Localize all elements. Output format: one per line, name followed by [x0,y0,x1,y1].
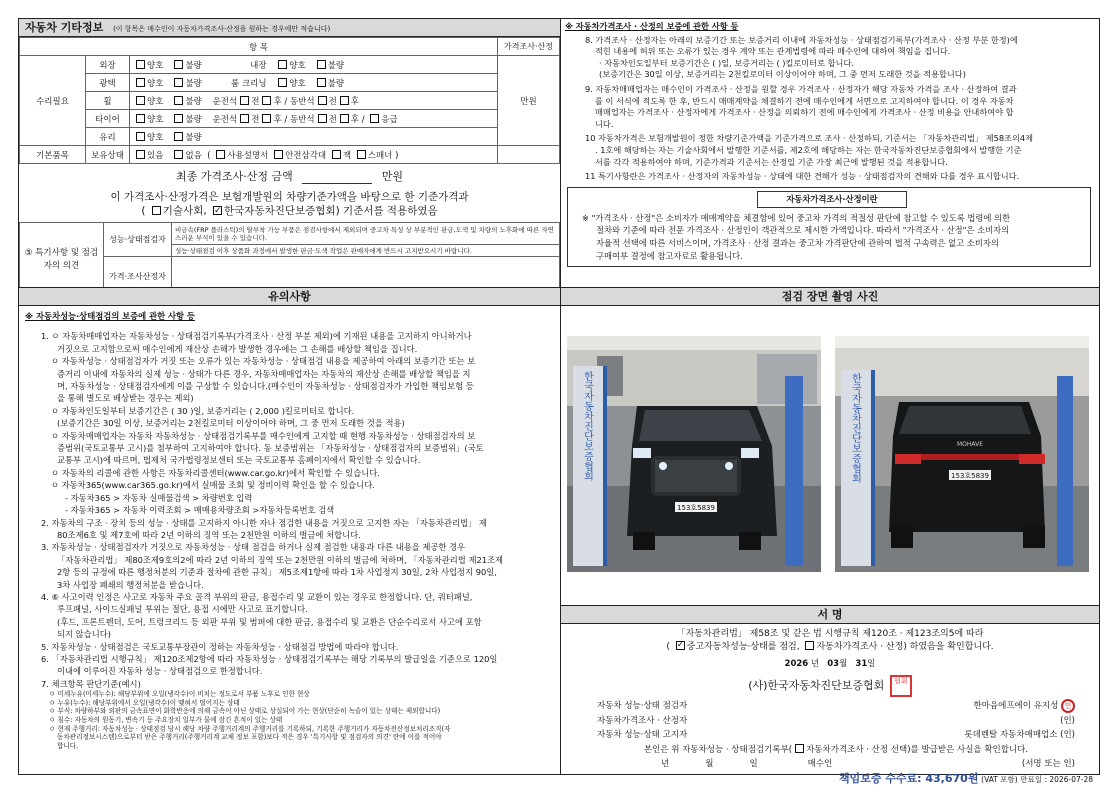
manual-checkbox[interactable] [216,150,225,159]
sig-fee: 책임보증 수수료: 43,670원 [838,771,979,785]
price-def-title: 자동차가격조사·산정이란 [757,191,907,208]
price-items [585,35,1091,183]
rear-label: 후 [350,96,360,107]
sig-receipt-pre: 본인은 위 자동차성능 · 상태점검기록부( [643,744,793,755]
row-tire-label: 타이어 [86,110,130,128]
price-item [585,171,1091,183]
basis-line2 [19,204,560,218]
price-def-line: 자율적 선택에 따른 서비스이며, 가격조사 · 산정 결과는 중고차 가격판단에 관하여 법적 구속력은 없고 소비자의 [596,237,999,248]
caution-line: 며, 자동차성능 · 상태점검자에게 이를 구상할 수 있습니다.(매수인이 자동차성능 · 상태점검자가 가입한 책임보험 등 [57,381,474,392]
driver-label: 운전석 [212,96,238,107]
hold-price-cell [498,146,560,164]
caution-line: 되지 않습니다) [57,629,111,640]
front-label: 전 [251,114,260,125]
glass-good-checkbox[interactable] [136,132,145,141]
price-item [585,133,1091,168]
inspection-record-page [18,18,1100,785]
sig-fee-vat: (VAT 포함) [981,774,1018,784]
price-item-line: 니다. [595,118,614,129]
price-item-line: 9. 자동차매매업자는 매수인이 가격조사 · 산정을 원할 경우 가격조사 · 산정자가 해당 자동차 가격을 조사 · 산정하여 결과 [585,83,1017,94]
caution-section [19,287,560,750]
row-glass-label: 유리 [86,128,130,146]
criteria-line: ㅇ 미세누유(미세누수): 해당부위에 오일(냉각수)이 비치는 정도로서 부품 노후로 인한 현상 [49,690,310,699]
sig-year-unit: 년 [810,659,820,669]
bad-label: 불량 [185,96,202,107]
caution-line: 증거리 이내에 자동차의 실제 성능 · 상태가 다른 경우, 자동차매매업자는 자동차의 재산상 손해를 배상할 책임을 지 [57,368,471,379]
sig-year: 2026 [784,659,809,669]
glass-bad-checkbox[interactable] [174,132,183,141]
basic-label: 기본품목 [20,146,86,164]
caution-line: ㅇ 자동차매매업자는 자동차 자동차성능 · 상태점검기록부를 매수인에게 고지할 때 현행 자동차성능 · 상태점검자의 보 [51,430,476,441]
tire-bad-checkbox[interactable] [174,114,183,123]
bad-label: 불량 [327,78,345,89]
final-price-input[interactable] [302,170,372,184]
price-def-box [567,187,1091,267]
final-price-unit: 만원 [381,170,403,183]
spare-label: 응급 [381,114,398,125]
caution-line: 교통부 고시)에 따르며, 법제처 국가법령정보센터 또는 국토교통부 홈페이지에서 확인할 수 있습니다. [57,455,421,466]
price-def-lines [582,212,1082,262]
pricer-label: 가격·조사산정자 [104,257,172,297]
wheel-good-checkbox[interactable] [136,96,145,105]
passenger-label: 동반석 [289,114,315,125]
driver-label: 운전석 [212,114,238,125]
front-plate: 153호5839 [677,504,715,512]
row-wheel: 양호 불량 운전석 전 후 / 동반석 전 후 [130,92,498,110]
room-bad-checkbox[interactable] [317,78,326,87]
sig-expiry: 만료일 : 2026-07-28 [1020,774,1093,784]
inspector-seal-icon: 인 [1061,699,1075,713]
col-item-header: 항 목 [20,38,498,56]
wheel-pass-front-checkbox[interactable] [318,96,327,105]
front-label: 전 [328,114,337,125]
repair-label: 수리필요 [20,56,86,146]
caution-title: 유의사항 [19,288,560,306]
exterior-good-checkbox[interactable] [136,60,145,69]
sig-buyer-month: 월 [705,759,714,769]
yes-label: 있음 [147,150,164,161]
good-label: 양호 [147,78,164,89]
sig-opt2-checkbox[interactable] [805,641,814,650]
inspection-photo-rear [835,336,1089,572]
caution-line: 4. ⑥ 사고이력 인정은 사고로 자동차 주요 골격 부위의 판금, 용접수리 및 교환이 있는 경우로 한정합니다. 단, 쿼터패널, [41,591,473,602]
price-item-line: 서를 각각 적용하여야 하며, 기준가격과 기준서는 산정일 기준 가장 최근에 발행된 것을 적용합니다. [595,156,948,167]
row-hold-label: 보유상태 [86,146,130,164]
caution-line: 이내에 이루어진 자동차 성능 · 상태점검으로 한정합니다. [57,666,263,677]
photo-rear-image [835,336,1089,572]
col-price-header: 가격조사·산정 [498,38,560,56]
sig-opt1-label: 중고자동차성능·상태를 점검, [686,642,803,652]
basis-opt1-checkbox[interactable] [152,206,161,215]
good-label: 양호 [289,60,306,71]
triangle-checkbox[interactable] [274,150,283,159]
vehicle-info-title: 자동차 기타정보 [25,21,104,34]
sig-line1: 「자동차관리법」 제58조 및 같은 법 시행규칙 제120조 · 제123조의5에 따라 [676,629,984,639]
price-def-line: 절차와 기준에 따라 전문 가격조사 · 산정인이 객관적으로 제시한 가액입니다. 따라서 "가격조사 · 산정"은 소비자의 [596,225,1010,236]
final-price-row [19,164,560,190]
caution-line: - 자동차365 > 자동차 이력조회 > 매매용차량조회 >자동차등록번호 검색 [65,505,335,516]
tire-good-checkbox[interactable] [136,114,145,123]
caution-line: 3. 자동차성능 · 상태점검자가 거짓으로 자동차성능 · 상태 점검을 하거나 실제 점검한 내용과 다른 내용을 제공한 경우 [41,542,466,553]
exterior-bad-checkbox[interactable] [174,60,183,69]
photo-front-image [567,336,821,572]
tire-driver-rear-checkbox[interactable] [262,114,271,123]
sig-buyer-year: 년 [661,759,670,769]
tire-pass-front-checkbox[interactable] [318,114,327,123]
sig-date [561,658,1099,671]
row-glass [130,128,498,146]
interior-good-checkbox[interactable] [278,60,287,69]
basis-pre: ( [141,205,149,217]
caution-line: ㅇ 자동차인도일부터 보증기간은 ( 30 )일, 보증거리는 ( 2,000 )킬로미터로 합니다. [51,405,355,416]
basis-line1: 이 가격조사·산정가격은 보험개발원의 차량기준가액을 바탕으로 한 기준가격과 [110,191,469,203]
criteria-line: 동차관리정보시스템)으로부터 받은 주행거리(주행거리계 교체 정보 포함)보다 적은 경우 '특기사항 및 점검자의 의견' 란에 이를 적어야 [57,733,442,742]
caution-line: 7. 체크항목 판단기준(예시) [41,678,141,689]
rear-plate: 153호5839 [951,472,989,480]
price-item-line: 적힌 내용에 허위 또는 오류가 있는 경우 계약 또는 관계법령에 따라 매수인에 대하여 책임을 집니다. [595,46,951,57]
wheel-pass-rear-checkbox[interactable] [340,96,349,105]
tire-spare-checkbox[interactable] [370,114,379,123]
sig-fee-row [597,772,1093,788]
basis-opt2-label: 한국자동차진단보증협회 [224,205,336,217]
criteria-line: 합니다. [57,741,79,750]
front-label: 전 [328,96,337,107]
manual-label: 사용설명서 [227,150,269,161]
sig-parties [561,697,1099,787]
bad-label: 불량 [185,60,202,71]
org-seal-icon: 협회 [890,675,912,697]
sig-opt2-label: 자동차가격조사 · 산정) 하였음을 확인합니다. [816,642,994,652]
gloss-good-checkbox[interactable] [136,78,145,87]
price-def-line: 구매여부 결정에 참고자료로 활용됩니다. [596,250,743,261]
special-label: ⑤ 특기사항 및 점검자의 의견 [20,223,104,297]
wheel-bad-checkbox[interactable] [174,96,183,105]
price-def-line: ※ "가격조사 · 산정"은 소비자가 매매계약을 체결함에 있어 중고차 가격의 적절성 판단에 참고할 수 있도록 법령에 의한 [582,212,1011,223]
jack-checkbox[interactable] [332,150,341,159]
spanner-label: 스패너 [367,150,393,161]
basis-opt1-label: 기술사회, [162,205,211,217]
signature-section [561,605,1099,785]
sig-pricer-mark: (인) [1060,715,1075,726]
criteria-line: ㅇ 부식: 차량하부와 외판의 금속표면이 화학반응에 의해 금속이 아닌 상태로 상실되어 가는 현상(단순히 녹슬어 있는 상태는 제외합니다) [49,707,441,716]
basis-opt2-checkbox[interactable] [213,206,222,215]
spanner-checkbox[interactable] [357,150,366,159]
caution-line: 을 통해 별도로 배상받는 경우는 제외) [57,393,194,404]
caution-line: ㅇ 자동차의 리콜에 관한 사항은 자동차리콜센터(www.car.go.kr)에서 확인할 수 있습니다. [51,467,380,478]
rear-label: 후 [350,114,360,125]
good-label: 양호 [289,78,306,89]
price-item-line: 10 자동차가격은 보험개발원이 정한 차량기준가액을 기준가격으로 조사 · 산정하되, 기준서는 「자동차관리법」 제58조의4제 [585,133,1033,144]
sig-inspector-role: 자동차 성능·상태 점검자 [597,701,688,711]
inspector-label: 성능·상태점검자 [104,223,172,257]
row-gloss [130,74,498,92]
good-label: 양호 [147,60,164,71]
triangle-label: 안전삼각대 [285,150,327,161]
front-banner: 한국자동차진단보증협회 [581,371,593,481]
tire-driver-front-checkbox[interactable] [240,114,249,123]
sig-day-unit: 일 [867,659,876,669]
bad-label: 불량 [185,132,202,143]
sig-row-notifier [597,728,1075,743]
sig-month: 03 [827,659,840,669]
no-label: 없음 [185,150,202,161]
row-wheel-label: 휠 [86,92,130,110]
room-good-checkbox[interactable] [278,78,287,87]
price-item-line: 11 특기사항란은 가격조사 · 산정자의 자동차성능 · 상태에 대한 견해가 성능 · 상태점검자의 견해와 다를 경우 표시합니다. [585,171,1020,182]
caution-line: 「자동차관리법」 제80조제9호의2에 따라 2년 이하의 징역 또는 2천만원 이하의 벌금에 처하며, 「자동차관리법 제21조제 [57,554,504,565]
sig-receipt [597,743,1075,758]
vehicle-info-header [19,19,560,37]
interior-bad-checkbox[interactable] [317,60,326,69]
good-label: 양호 [147,132,164,143]
sig-line2 [561,641,1099,654]
sig-org-row [561,675,1099,697]
row-interior-label: 내장 [250,60,267,71]
rear-badge: MOHAVE [956,441,984,448]
good-label: 양호 [147,114,164,125]
sig-buyer-day: 일 [749,759,758,769]
sig-buyer-mark: (서명 또는 인) [1021,759,1075,769]
sig-notifier-mark: (인) [1060,730,1075,740]
sig-inspector-name: 한마음에프에이 유지성 [973,701,1059,711]
caution-line: 3차 사업장 폐쇄의 행정처분을 받습니다. [57,579,204,590]
price-notice [561,19,1099,183]
photo-section [561,287,1099,605]
caution-line: (후드, 프론트펜더, 도어, 트렁크리드 등 외판 부위 및 범퍼에 대한 판금, 용접수리 및 교환은 단순수리로서 사고에 포함 [57,616,482,627]
caution-line: 80조제6호 및 제7호에 따라 2년 이하의 징역 또는 2천만원 이하의 벌금에 처합니다. [57,529,361,540]
basis-post: ) 기준서를 적용하였음 [335,205,438,217]
repair-unit: 만원 [498,56,560,146]
sig-day: 31 [855,659,868,669]
row-hold: 있음 없음 ( 사용설명서 안전삼각대 잭 스패너 ) [130,146,498,164]
criteria-line: ㅇ 누유(누수): 해당부위에서 오일(냉각수)이 맺혀서 떨어지는 상태 [49,698,240,707]
right-column [561,19,1099,785]
price-item-line: 매매업자는 가격조사 · 산정자에게 가격조사 · 산정을 의뢰하기 전에 매수인에게 가격조사 · 산정 비용을 안내하여야 합 [595,107,1014,118]
sig-line2-pre: ( [666,642,673,652]
left-column [19,19,561,774]
rear-banner: 한국자동차진단보증협회 [849,373,861,483]
caution-line: 5. 자동차성능 · 상태점검은 국토교통부장관이 정하는 자동차성능 · 상태점검 방법에 따라야 합니다. [41,641,399,652]
final-price-label: 최종 가격조사·산정 금액 [175,170,293,183]
hold-no-checkbox[interactable] [174,150,183,159]
gloss-bad-checkbox[interactable] [174,78,183,87]
criteria-lines [41,690,552,750]
sig-buyer-label: 매수인 [807,759,833,769]
caution-line: ㅇ 자동차365(www.car365.go.kr)에서 실매물 조회 및 정비이력 확인을 할 수 있습니다. [51,480,375,491]
hold-yes-checkbox[interactable] [136,150,145,159]
price-item-line: . 1호에 해당하는 자는 기술사회에서 발행한 기준서를, 제2호에 해당하는 자는 한국자동차진단보증협회에서 발행한 기준 [595,144,1022,155]
price-item-line: 8. 가격조사 · 산정자는 아래의 보증기간 또는 보증거리 이내에 자동차성능 · 상태점검기록부(가격조사 · 산정 부분 한정)에 [585,34,1018,45]
row-gloss-label: 광택 [86,74,130,92]
tire-pass-rear-checkbox[interactable] [340,114,349,123]
wheel-driver-rear-checkbox[interactable] [262,96,271,105]
row-exterior-label: 외장 [86,56,130,74]
photo-title: 점검 장면 촬영 사진 [561,288,1099,306]
sig-org: (사)한국자동차진단보증협회 [748,679,885,692]
front-label: 전 [251,96,260,107]
caution-line: 6. 「자동차관리법 시행규칙」 제120조제2항에 따라 자동차성능 · 상태점검기록부는 해당 기록부의 발급일을 기준으로 120일 [41,653,498,664]
criteria-line: ㅇ 침수: 자동차의 원동기, 변속기 등 주요장치 일부가 물에 잠긴 흔적이 있는 상태 [49,715,283,724]
caution-line: - 자동차365 > 자동차 실매물검색 > 차량번호 입력 [65,492,253,503]
bad-label: 불량 [327,60,345,71]
caution-line: (보증기간은 30일 이상, 보증거리는 2천킬로미터 이상이어야 하며, 그 중 먼저 도래한 것을 적용) [57,418,405,429]
sig-row-inspector [597,699,1075,714]
inspector-note1: 비금속(FRP 플라스틱)의 탈부착 가능 부품은 점검사항에서 제외되며 중고차 특성 상 부분적인 판금,도색 및 차량의 노후화에 따른 자연스러운 부식이 있을 수 있습니다. [172,223,560,245]
price-item-line: · 자동차인도일부터 보증기간은 ( )일, 보증거리는 ( )킬로미터로 합니다. [599,57,854,68]
price-item [585,35,1091,81]
caution-line: ㅇ 자동차성능 · 상태점검자가 거짓 또는 오류가 있는 자동차성능 · 상태점검 내용을 제공하여 아래의 보증기간 또는 보 [51,356,476,367]
caution-line: 거짓으로 고지함으로써 매수인에게 재산상 손해가 발생한 경우에는 그 손해를 배상할 책임을 집니다. [57,343,418,354]
caution-heading: ※ 자동차성능·상태점검의 보증에 관한 사항 등 [25,311,195,321]
rear-label: 후 [273,96,282,107]
sig-receipt-post: 자동차가격조사 · 산정 선택)를 발급받은 사실을 확인합니다. [806,744,1029,755]
signature-title: 서 명 [561,606,1099,624]
caution-line: 증범위(국토교통부 고시)를 첨부하여 고지하여야 합니다. 동 보증범위는 「자동차성능 · 상태점검자의 보증범위」(국토 [57,443,484,454]
sig-notifier-role: 자동차 성능·상태 고지자 [597,730,688,740]
basis-text [19,190,560,218]
inspection-photo-front [567,336,821,572]
price-notice-heading: ※ 자동차가격조사 · 산정의 보증에 관한 사항 등 [565,21,739,31]
passenger-label: 동반석 [289,96,315,107]
criteria-line: ㅇ 현재 주행거리: 자동차성능 · 상태점검 당시 해당 차량 주행거리계의 주행거리를 기록하되, 기록한 주행거리가 자동차전산정보처리조직(자 [49,724,451,733]
bad-label: 불량 [185,114,202,125]
good-label: 양호 [147,96,164,107]
price-item-line: (보증기간은 30일 이상, 보증거리는 2천킬로미터 이상이어야 하며, 그 중 먼저 도래한 것을 적용합니다) [599,69,966,80]
bad-label: 불량 [185,78,202,89]
inspector-note2: 성능·상태점검 이후 상품화 과정에서 발생한 판금·도색 작업은 판매자에게 반드시 고지받으시기 바랍니다. [172,245,560,257]
wheel-driver-front-checkbox[interactable] [240,96,249,105]
row-room-label: 룸 크리닝 [231,78,267,89]
sig-receipt-checkbox[interactable] [795,744,804,753]
sig-month-unit: 월 [839,659,848,669]
row-tire: 양호 불량 운전석 전 후 / 동반석 전 후 / 응급 [130,110,498,128]
jack-label: 잭 [342,150,352,161]
price-item [585,84,1091,130]
sig-row-buyer [597,757,1075,772]
caution-line: 1. ㅇ 자동차매매업자는 자동차성능 · 상태점검기록부(가격조사 · 산정 부분 제외)에 기재된 내용을 고지하지 아니하거나 [41,331,472,342]
vehicle-info-subtitle: (이 항목은 매수인이 자동차가격조사·산정을 원하는 경우에만 적습니다) [113,25,331,33]
rear-label: 후 [273,114,282,125]
price-item-line: 를 이 서식에 적도록 한 후, 반드시 매매계약을 체결하기 전에 매수인에게 서면으로 고지하여야 합니다. 이 경우 자동차 [595,95,1014,106]
caution-line: 루프패널, 사이드실패널 부위는 절단, 용접 시에만 사고로 표기합니다. [57,604,308,615]
sig-notifier-name: 롯데렌탈 자동차매매업소 [964,730,1058,740]
sig-pricer-role: 자동차가격조사 · 산정자 [597,715,688,726]
caution-lines [41,330,552,690]
caution-body [19,306,560,750]
sig-opt1-checkbox[interactable] [676,641,685,650]
caution-line: 2항 등의 규정에 따른 행정처분의 기준과 절차에 관한 규칙」 제5조제1항에 따라 1차 사업정지 30일, 2차 사업정지 90일, [57,567,497,578]
caution-line: 2. 자동차의 구조 · 장치 등의 성능 · 상태를 고지하지 아니한 자나 점검한 내용을 거짓으로 고지한 자는 「자동차관리법」 제 [41,517,487,528]
sig-statement [561,628,1099,697]
row-exterior [130,56,498,74]
special-notes-table [19,222,560,297]
sig-row-pricer [597,714,1075,729]
vehicle-info-table [19,37,560,164]
